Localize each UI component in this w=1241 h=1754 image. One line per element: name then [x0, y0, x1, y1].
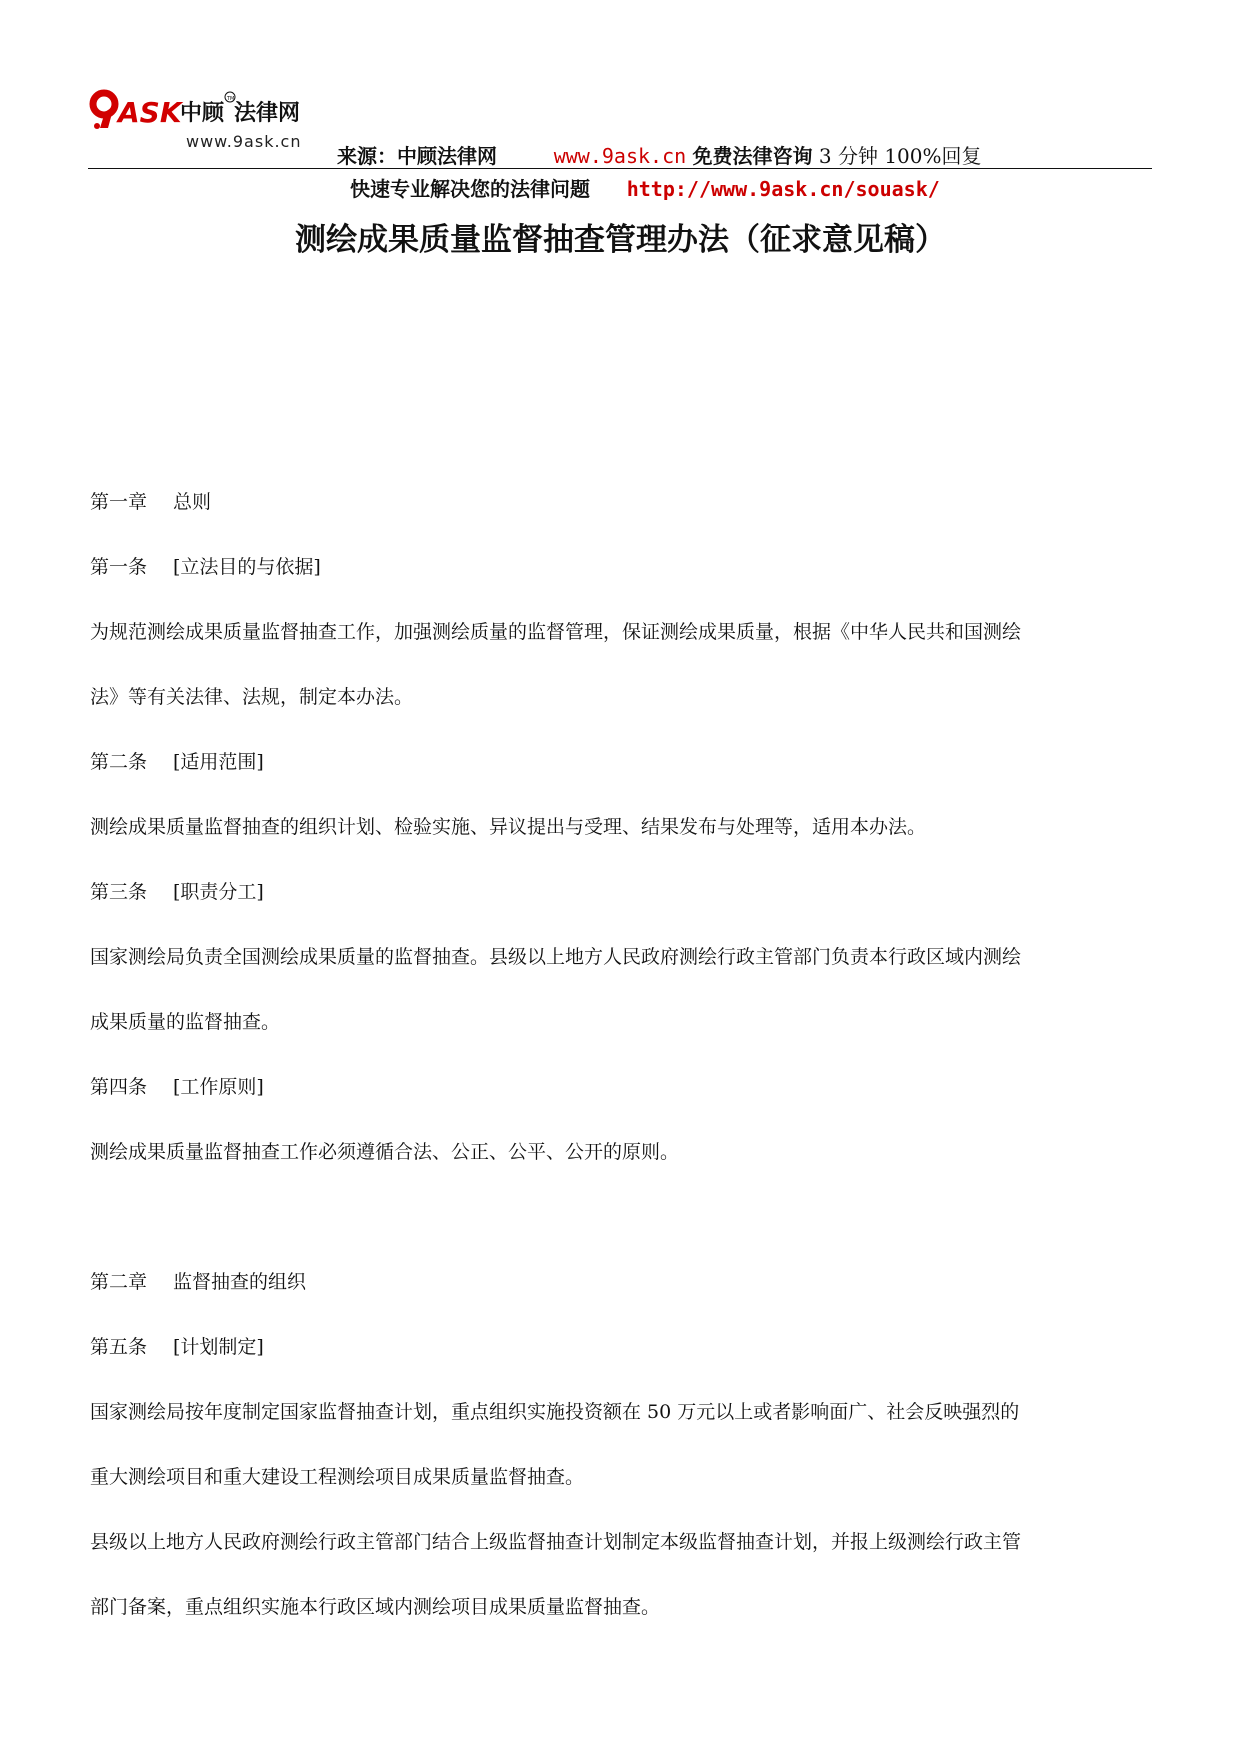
article-title: [适用范围]	[173, 751, 264, 773]
article-1-heading	[90, 535, 1152, 600]
chapter-2-heading	[90, 1250, 1152, 1315]
article-4-text: 测绘成果质量监督抽查工作必须遵循合法、公正、公平、公开的原则。	[90, 1141, 680, 1163]
tagline-line	[350, 173, 940, 202]
tagline-link[interactable]: http://www.9ask.cn/souask/	[626, 177, 940, 201]
article-3-line-1: 国家测绘局负责全国测绘成果质量的监督抽查。县级以上地方人民政府测绘行政主管部门负责本行政区域内测绘	[90, 946, 1022, 968]
article-5-line-4: 部门备案，重点组织实施本行政区域内测绘项目成果质量监督抽查。	[90, 1596, 661, 1618]
site-link[interactable]: www.9ask.cn	[553, 144, 687, 168]
tagline-text: 快速专业解决您的法律问题	[350, 177, 590, 201]
article-title: [职责分工]	[173, 881, 264, 903]
article-5-heading	[90, 1315, 1152, 1380]
chapter-1-heading	[90, 470, 1152, 535]
article-3-heading	[90, 860, 1152, 925]
article-2-text: 测绘成果质量监督抽查的组织计划、检验实施、异议提出与受理、结果发布与处理等，适用本办法。	[90, 816, 927, 838]
article-number: 第四条	[90, 1076, 148, 1098]
header-divider	[88, 168, 1152, 169]
chapter-title: 总则	[173, 491, 212, 513]
article-title: [计划制定]	[173, 1336, 264, 1358]
chapter-title: 监督抽查的组织	[173, 1271, 307, 1293]
article-title: [工作原则]	[173, 1076, 264, 1098]
document-body	[90, 470, 1152, 1640]
article-3-line-2: 成果质量的监督抽查。	[90, 1011, 281, 1033]
document-title: 测绘成果质量监督抽查管理办法（征求意见稿）	[295, 222, 946, 258]
article-5-line-3: 县级以上地方人民政府测绘行政主管部门结合上级监督抽查计划制定本级监督抽查计划，并报上级测绘行政主管	[90, 1531, 1022, 1553]
article-number: 第三条	[90, 881, 148, 903]
article-number: 第二条	[90, 751, 148, 773]
source-line	[337, 140, 982, 169]
article-1-line-1: 为规范测绘成果质量监督抽查工作，加强测绘质量的监督管理，保证测绘成果质量，根据《中华人民共和国测绘	[90, 621, 1022, 643]
svg-text:中顾: 中顾	[180, 101, 225, 126]
site-logo[interactable]	[88, 88, 318, 158]
promo-tail: 3 分钟 100%回复	[818, 144, 982, 168]
article-title: [立法目的与依据]	[173, 556, 321, 578]
article-4-heading	[90, 1055, 1152, 1120]
logo-url-text: www.9ask.cn	[186, 132, 302, 151]
article-number: 第一条	[90, 556, 148, 578]
article-number: 第五条	[90, 1336, 148, 1358]
svg-text:TM: TM	[227, 96, 235, 102]
article-5-line-1: 国家测绘局按年度制定国家监督抽查计划，重点组织实施投资额在 50 万元以上或者影响面广、社会反映强烈的	[90, 1401, 1020, 1423]
svg-text:法律网: 法律网	[234, 101, 301, 126]
svg-text:ASK: ASK	[118, 96, 182, 129]
chapter-number: 第一章	[90, 491, 148, 513]
promo-text: 免费法律咨询	[692, 144, 813, 168]
chapter-number: 第二章	[90, 1271, 148, 1293]
article-5-line-2: 重大测绘项目和重大建设工程测绘项目成果质量监督抽查。	[90, 1466, 585, 1488]
source-label: 来源：中顾法律网	[337, 144, 497, 168]
article-1-line-2: 法》等有关法律、法规，制定本办法。	[90, 686, 414, 708]
article-2-heading	[90, 730, 1152, 795]
9ask-logo-mark	[88, 88, 318, 132]
